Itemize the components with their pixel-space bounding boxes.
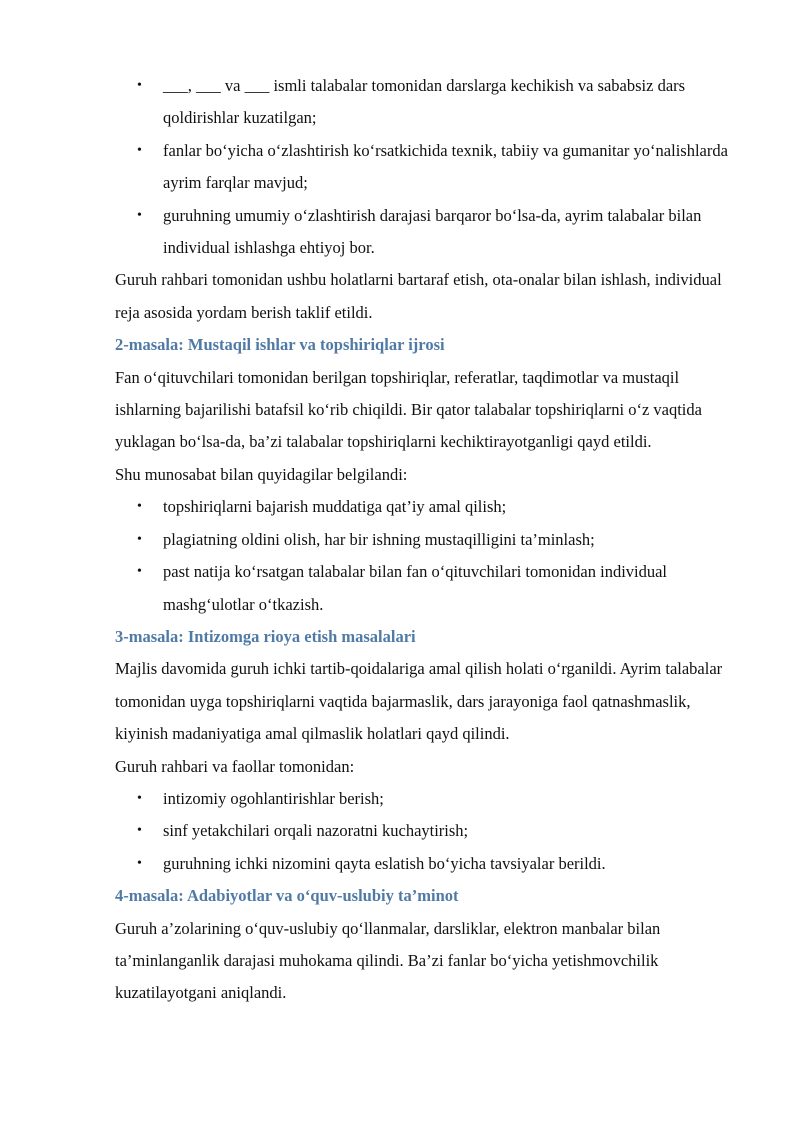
list-item bbox=[115, 135, 745, 200]
bullet-icon: • bbox=[137, 142, 142, 158]
list-item bbox=[115, 200, 745, 265]
list-item bbox=[115, 815, 745, 847]
list-item-text: fanlar bo‘yicha o‘zlashtirish ko‘rsatkichida texnik, tabiiy va gumanitar yo‘nalishlarda ayrim farqlar mavjud; bbox=[163, 140, 728, 193]
paragraph-assignments: Fan o‘qituvchilari tomonidan berilgan topshiriqlar, referatlar, taqdimotlar va mustaqil ishlarning bajarilishi batafsil ko‘rib chiqildi. Bir qator talabalar topshiriqlarni o‘z vaqtida yuklagan bo‘lsa-da, ba’zi talabalar topshiriqlarni kechiktirayotganligi qayd etildi. bbox=[115, 367, 702, 452]
list-item-text: guruhning ichki nizomini qayta eslatish bo‘yicha tavsiyalar berildi. bbox=[163, 853, 606, 873]
section-heading-3: 3-masala: Intizomga rioya etish masalalari bbox=[115, 626, 416, 646]
list-item bbox=[115, 70, 745, 135]
bullet-icon: • bbox=[137, 531, 142, 547]
bullet-icon: • bbox=[137, 207, 142, 223]
paragraph-decisions-intro: Shu munosabat bilan quyidagilar belgilandi: bbox=[115, 464, 408, 484]
document-page bbox=[115, 70, 745, 1010]
list-item-text: plagiatning oldini olish, har bir ishning mustaqilligini ta’minlash; bbox=[163, 529, 595, 549]
list-item-text: intizomiy ogohlantirishlar berish; bbox=[163, 788, 384, 808]
list-item bbox=[115, 783, 745, 815]
section-heading-2: 2-masala: Mustaqil ishlar va topshiriqlar ijrosi bbox=[115, 335, 445, 355]
bullet-list-observations bbox=[115, 70, 745, 264]
bullet-icon: • bbox=[137, 78, 142, 93]
list-item bbox=[115, 556, 745, 621]
list-item bbox=[115, 491, 745, 523]
bullet-icon: • bbox=[137, 790, 142, 806]
list-item bbox=[115, 848, 745, 880]
list-item-text: topshiriqlarni bajarish muddatiga qat’iy amal qilish; bbox=[163, 497, 507, 517]
paragraph-literature: Guruh a’zolarining o‘quv-uslubiy qo‘llanmalar, darsliklar, elektron manbalar bilan ta’minlanganlik darajasi muhokama qilindi. Ba’zi fanlar bo‘yicha yetishmovchilik kuzatilayotgani aniqlandi. bbox=[115, 918, 661, 1003]
bullet-icon: • bbox=[137, 855, 142, 871]
paragraph-proposal: Guruh rahbari tomonidan ushbu holatlarni bartaraf etish, ota-onalar bilan ishlash, individual reja asosida yordam berish taklif etildi. bbox=[115, 270, 722, 322]
bullet-list-measures bbox=[115, 783, 745, 880]
paragraph-measures-intro: Guruh rahbari va faollar tomonidan: bbox=[115, 756, 355, 776]
paragraph-discipline: Majlis davomida guruh ichki tartib-qoidalariga amal qilish holati o‘rganildi. Ayrim talabalar tomonidan uyga topshiriqlarni vaqtida bajarmaslik, dars jarayoniga faol qatnashmaslik, kiyinish madaniyatiga amal qilmaslik holatlari qayd qilindi. bbox=[115, 659, 723, 744]
list-item-text: past natija ko‘rsatgan talabalar bilan fan o‘qituvchilari tomonidan individual mashg‘ulotlar o‘tkazish. bbox=[163, 562, 668, 614]
bullet-icon: • bbox=[137, 564, 142, 580]
list-item bbox=[115, 524, 745, 556]
section-heading-4: 4-masala: Adabiyotlar va o‘quv-uslubiy ta’minot bbox=[115, 886, 459, 906]
list-item-text: sinf yetakchilari orqali nazoratni kuchaytirish; bbox=[163, 821, 469, 841]
list-item-text: guruhning umumiy o‘zlashtirish darajasi barqaror bo‘lsa-da, ayrim talabalar bilan individual ishlashga ehtiyoj bor. bbox=[163, 205, 702, 258]
bullet-icon: • bbox=[137, 499, 142, 515]
list-item-text: ___, ___ va ___ ismli talabalar tomonidan darslarga kechikish va sababsiz dars qoldirishlar kuzatilgan; bbox=[163, 76, 686, 128]
bullet-list-decisions bbox=[115, 491, 745, 621]
bullet-icon: • bbox=[137, 823, 142, 839]
